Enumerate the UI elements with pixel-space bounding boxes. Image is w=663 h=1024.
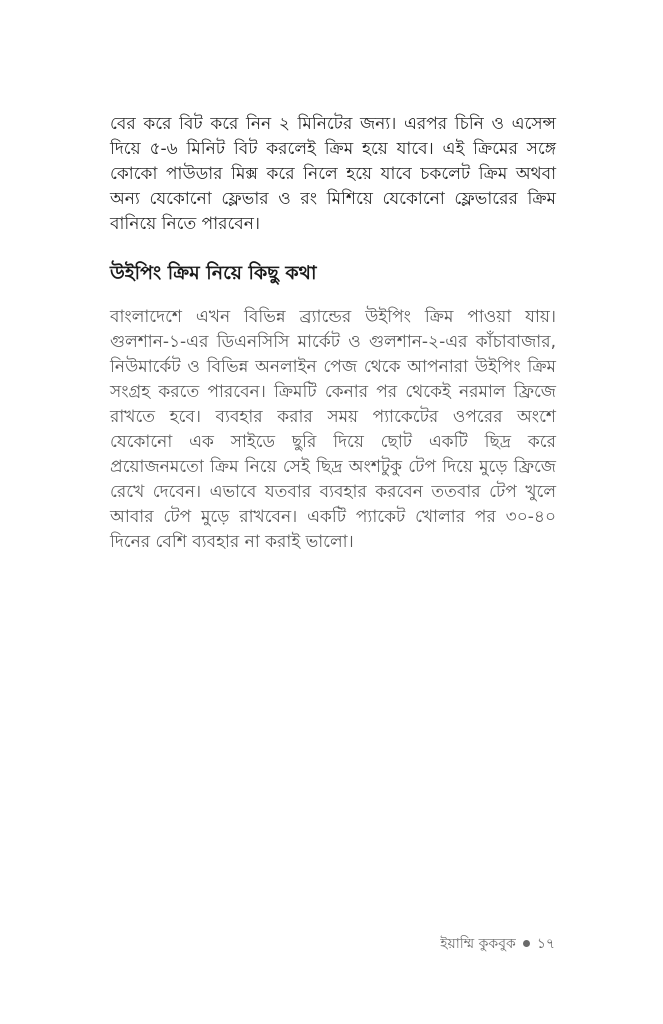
footer-book-title: ইয়াম্মি কুকবুক: [440, 936, 516, 952]
intro-paragraph: বের করে বিট করে নিন ২ মিনিটের জন্য। এরপর চিনি ও এসেন্স দিয়ে ৫-৬ মিনিট বিট করলেই ক্রিম হয়ে যাবে। এই ক্রিমের সঙ্গে কোকো পাউডার মিক্স করে নিলে হয়ে যাবে চকলেট ক্রিম অথবা অন্য যেকোনো ফ্লেভার ও রং মিশিয়ে যেকোনো ফ্লেভারের ক্রিম বানিয়ে নিতে পারবেন।: [110, 114, 556, 234]
section-paragraph: বাংলাদেশে এখন বিভিন্ন ব্র্যান্ডের উইপিং ক্রিম পাওয়া যায়। গুলশান-১-এর ডিএনসিসি মার্কেট ও গুলশান-২-এর কাঁচাবাজার, নিউমার্কেট ও বিভিন্ন অনলাইন পেজ থেকে আপনারা উইপিং ক্রিম সংগ্রহ করতে পারবেন। ক্রিমটি কেনার পর থেকেই নরমাল ফ্রিজে রাখতে হবে। ব্যবহার করার সময় প্যাকেটের ওপরের অংশে যেকোনো এক সাইডে ছুরি দিয়ে ছোট একটি ছিদ্র করে প্রয়োজনমতো ক্রিম নিয়ে সেই ছিদ্র অংশটুকু টেপ দিয়ে মুড়ে ফ্রিজে রেখে দেবেন। এভাবে যতবার ব্যবহার করবেন ততবার টেপ খুলে আবার টেপ মুড়ে রাখবেন। একটি প্যাকেট খোলার পর ৩০-৪০ দিনের বেশি ব্যবহার না করাই ভালো।: [110, 307, 556, 552]
page-content: [110, 112, 556, 555]
page-number: ১৭: [536, 936, 555, 952]
bullet-icon: [523, 940, 530, 947]
section-heading: উইপিং ক্রিম নিয়ে কিছু কথা: [110, 262, 317, 284]
page-footer: [440, 932, 555, 956]
